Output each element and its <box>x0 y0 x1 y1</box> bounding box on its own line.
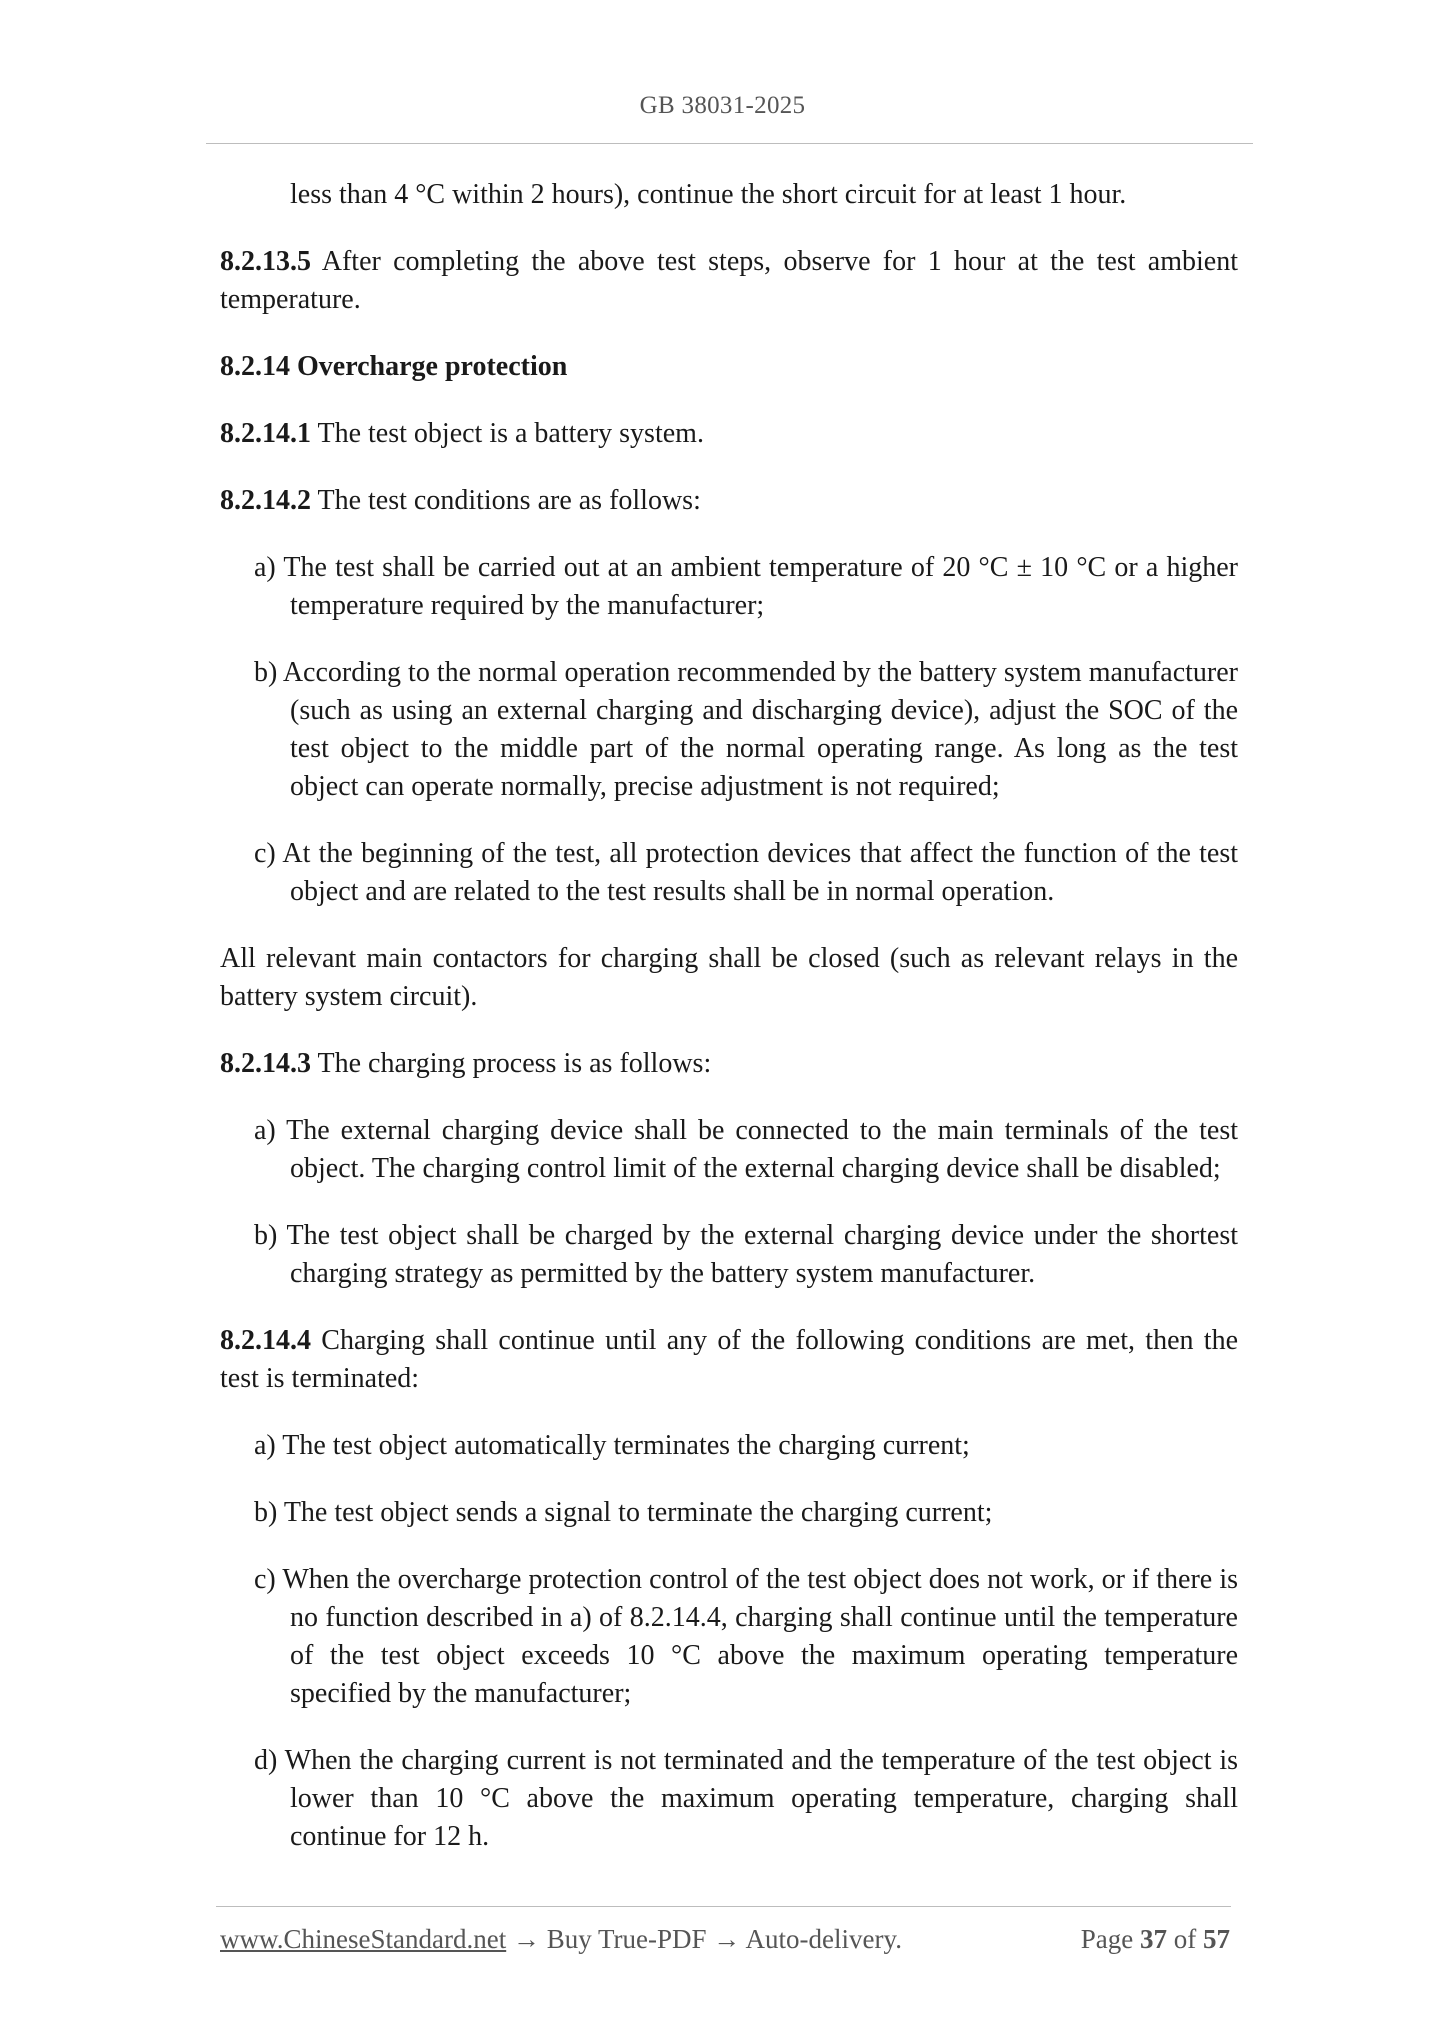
paragraph: All relevant main contactors for charging shall be closed (such as relevant relays in the battery system circuit). <box>220 943 1238 1012</box>
clause-8-2-14-4 <box>220 1322 1238 1398</box>
header-divider <box>206 143 1253 144</box>
buy-true-pdf-text: Buy True-PDF <box>546 1924 707 1954</box>
continued-paragraph: less than 4 °C within 2 hours), continue the short circuit for at least 1 hour. <box>290 179 1127 210</box>
clause-8-2-13-5 <box>220 243 1238 319</box>
of-label: of <box>1173 1924 1197 1954</box>
list-item: a) The test shall be carried out at an ambient temperature of 20 °C ± 10 °C or a higher temperature required by the manufacturer; <box>254 552 1238 621</box>
total-pages: 57 <box>1203 1924 1230 1954</box>
clause-number: 8.2.14.2 <box>220 485 311 516</box>
list-item: c) When the overcharge protection control of the test object does not work, or if there is no function described in a) of 8.2.14.4, charging shall continue until the temperature of the test object exceeds 10 °C above the maximum operating temperature specified by the manufacturer; <box>254 1564 1238 1709</box>
document-body <box>220 176 1238 1885</box>
page-number <box>1081 1924 1230 1955</box>
list-item: a) The test object automatically terminates the charging current; <box>254 1430 970 1461</box>
clause-number: 8.2.14.1 <box>220 418 311 449</box>
page-label: Page <box>1080 1924 1134 1954</box>
clause-text: The test conditions are as follows: <box>311 485 701 516</box>
clause-text: After completing the above test steps, observe for 1 hour at the test ambient temperature. <box>220 246 1238 315</box>
arrow-right-icon: → <box>713 1924 741 1954</box>
list-item: b) The test object sends a signal to terminate the charging current; <box>254 1497 993 1528</box>
footer-promo <box>220 1924 902 1955</box>
auto-delivery-text: Auto-delivery. <box>745 1924 902 1954</box>
arrow-right-icon: → <box>512 1924 540 1954</box>
list-item: b) According to the normal operation recommended by the battery system manufacturer (such as using an external charging and discharging device), adjust the SOC of the test object to the middle part of the normal operating range. As long as the test object can operate normally, precise adjustment is not required; <box>254 657 1238 802</box>
document-header-title: GB 38031-2025 <box>639 92 806 119</box>
clause-text: Charging shall continue until any of the following conditions are met, then the test is terminated: <box>220 1325 1238 1394</box>
website-link[interactable]: www.ChineseStandard.net <box>220 1924 507 1954</box>
list-item: a) The external charging device shall be connected to the main terminals of the test object. The charging control limit of the external charging device shall be disabled; <box>254 1115 1238 1184</box>
clause-text: The test object is a battery system. <box>311 418 704 449</box>
list-item: c) At the beginning of the test, all protection devices that affect the function of the test object and are related to the test results shall be in normal operation. <box>254 838 1238 907</box>
clause-number: 8.2.14.3 <box>220 1048 311 1079</box>
list-item: d) When the charging current is not terminated and the temperature of the test object is lower than 10 °C above the maximum operating temperature, charging shall continue for 12 h. <box>254 1745 1238 1852</box>
clause-number: 8.2.14.4 <box>220 1325 311 1356</box>
footer-divider <box>216 1906 1231 1907</box>
clause-8-2-14-3 <box>220 1045 1238 1083</box>
clause-8-2-14-1 <box>220 415 1238 453</box>
section-heading: 8.2.14 Overcharge protection <box>220 351 568 382</box>
clause-number: 8.2.13.5 <box>220 246 311 277</box>
current-page: 37 <box>1140 1924 1167 1954</box>
list-item: b) The test object shall be charged by the external charging device under the shortest charging strategy as permitted by the battery system manufacturer. <box>254 1220 1238 1289</box>
clause-8-2-14-2 <box>220 482 1238 520</box>
clause-text: The charging process is as follows: <box>311 1048 712 1079</box>
